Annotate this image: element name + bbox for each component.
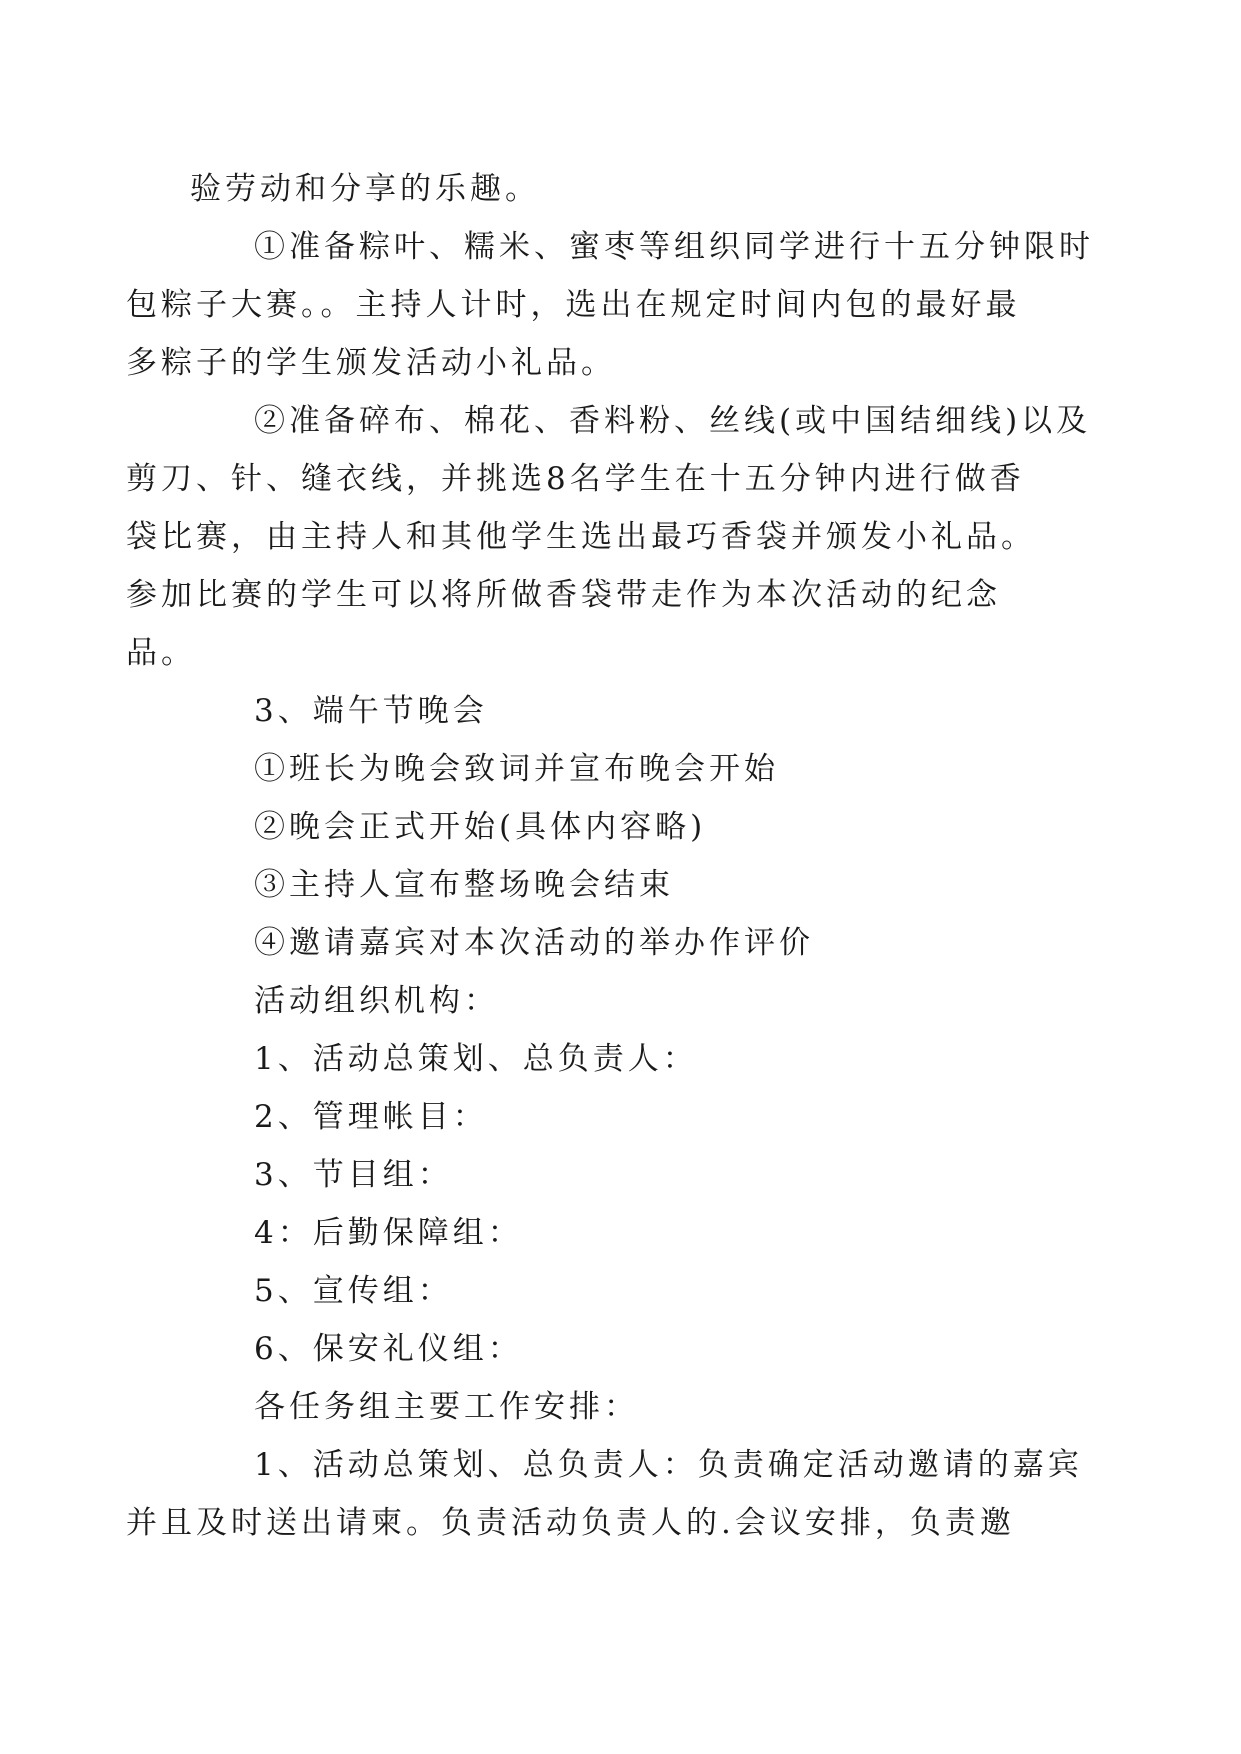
paragraph xyxy=(190,856,1050,914)
text-line: ②准备碎布、棉花、香料粉、丝线(或中国结细线)以及 xyxy=(254,403,1092,439)
paragraph xyxy=(190,1030,1050,1088)
paragraph xyxy=(190,1320,1050,1378)
text-line: 包粽子大赛。。主持人计时，选出在规定时间内包的最好最 xyxy=(126,287,1021,323)
text-line: 3、节目组： xyxy=(254,1157,453,1193)
text-line: 1、活动总策划、总负责人： xyxy=(254,1041,698,1077)
text-line: 剪刀、针、缝衣线，并挑选8名学生在十五分钟内进行做香 xyxy=(126,461,1025,497)
text-line: 各任务组主要工作安排： xyxy=(254,1389,639,1425)
text-line: 2、管理帐目： xyxy=(254,1099,488,1135)
paragraph xyxy=(190,1204,1050,1262)
text-line: 6、保安礼仪组： xyxy=(254,1331,523,1367)
paragraph xyxy=(190,914,1050,972)
text-line: ③主持人宣布整场晚会结束 xyxy=(254,867,674,903)
paragraph xyxy=(190,1088,1050,1146)
document-body xyxy=(126,160,1094,1552)
paragraph xyxy=(126,218,1094,392)
paragraph xyxy=(126,1436,1083,1552)
text-line: 1、活动总策划、总负责人：负责确定活动邀请的嘉宾 xyxy=(254,1447,1083,1483)
text-line: ①班长为晚会致词并宣布晚会开始 xyxy=(254,751,779,787)
text-line: 活动组织机构： xyxy=(254,983,499,1019)
text-line: 多粽子的学生颁发活动小礼品。 xyxy=(126,345,616,381)
text-line: 参加比赛的学生可以将所做香袋带走作为本次活动的纪念 xyxy=(126,577,1001,613)
text-line: 袋比赛，由主持人和其他学生选出最巧香袋并颁发小礼品。 xyxy=(126,519,1036,555)
text-line: ①准备粽叶、糯米、蜜枣等组织同学进行十五分钟限时 xyxy=(254,229,1094,265)
text-line: 5、宣传组： xyxy=(254,1273,453,1309)
text-line: ②晚会正式开始(具体内容略) xyxy=(254,809,707,845)
paragraph xyxy=(190,682,1050,740)
paragraph xyxy=(190,798,1050,856)
text-line: 品。 xyxy=(126,635,196,671)
paragraph xyxy=(190,160,1050,218)
paragraph xyxy=(126,392,1092,682)
paragraph xyxy=(190,972,1050,1030)
paragraph xyxy=(190,1378,1050,1436)
text-line: 3、端午节晚会 xyxy=(254,693,488,729)
text-line: 并且及时送出请柬。负责活动负责人的.会议安排，负责邀 xyxy=(126,1505,1015,1541)
text-line: 验劳动和分享的乐趣。 xyxy=(190,171,540,207)
paragraph xyxy=(190,1146,1050,1204)
text-line: ④邀请嘉宾对本次活动的举办作评价 xyxy=(254,925,814,961)
paragraph xyxy=(190,1262,1050,1320)
text-line: 4：后勤保障组： xyxy=(254,1215,523,1251)
paragraph xyxy=(190,740,1050,798)
